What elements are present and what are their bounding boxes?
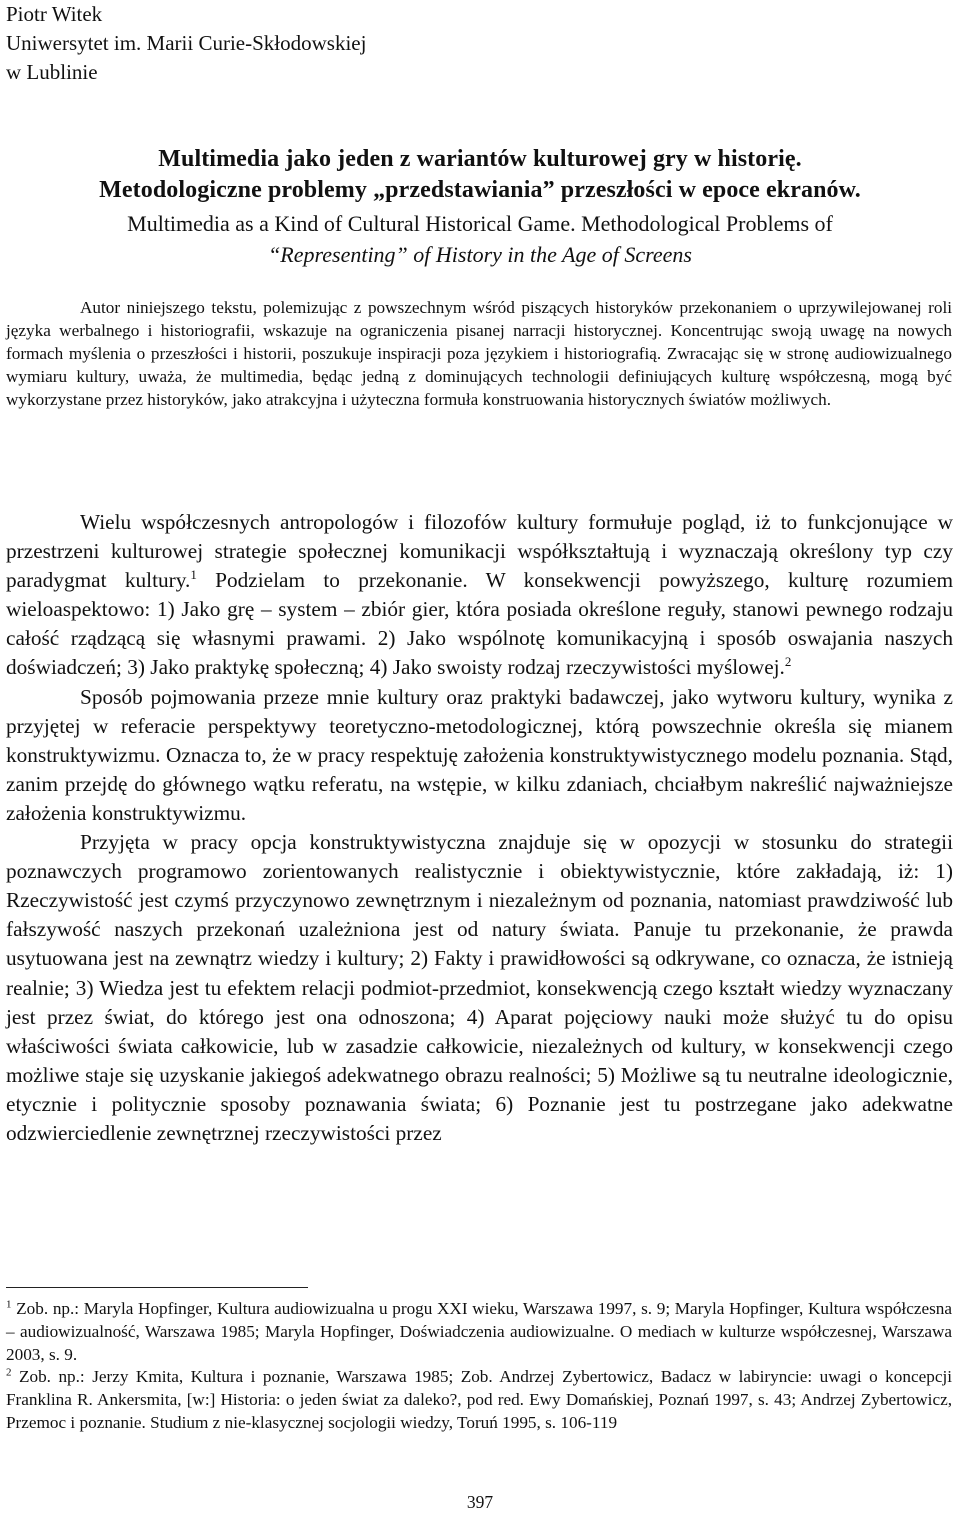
abstract: Autor niniejszego tekstu, polemizując z powszechnym wśród piszących historyków przekonaniem o uprzywilejowanej roli języka werbalnego i historiografii, wskazuje na ograniczenia pisanej narracji historycznej. Koncentrując swoją uwagę na nowych formach myślenia o przeszłości i historii, poszukuje inspiracji poza językiem i historiografią. Zwracając się w stronę audiowizualnego wymiaru kultury, uważa, że multimedia, będąc jedną z dominujących technologii definiujących kulturę współczesną, mogą być wykorzystane przez historyków, jako atrakcyjna i użyteczna formuła konstruowania historycznych światów możliwych. xyxy=(6,298,952,409)
author-block xyxy=(6,0,366,87)
footnote-1-number: 1 xyxy=(6,1298,12,1311)
title-block xyxy=(6,144,954,270)
body-text xyxy=(6,508,953,1148)
footnote-separator xyxy=(6,1287,308,1288)
title-polish-line1: Multimedia jako jeden z wariantów kulturowej gry w historię. xyxy=(158,146,802,172)
title-polish-line2: Metodologiczne problemy „przedstawiania” przeszłości w epoce ekranów. xyxy=(99,177,861,203)
page-number: 397 xyxy=(466,1492,494,1512)
body-paragraph-2: Sposób pojmowania przeze mnie kultury oraz praktyki badawczej, jako wytworu kultury, wynika z przyjętej w referacie perspektywy teoretyczno-metodologicznej, którą powszechnie określa się mianem konstruktywizmu. Oznacza to, że w pracy respektuję założenia konstruktywistycznego modelu poznania. Stąd, zanim przejdę do głównego wątku referatu, na wstępie, w kilku zdaniach, chciałbym nakreślić najważniejsze założenia konstruktywizmu. xyxy=(6,684,953,825)
footnote-2-text: Zob. np.: Jerzy Kmita, Kultura i poznanie, Warszawa 1985; Zob. Andrzej Zybertowicz, Badacz w labiryncie: uwagi o koncepcji Franklina R. Ankersmita, [w:] Historia: o jeden świat za daleko?, pod red. Ewy Domańskiej, Poznań 1997, s. 43; Andrzej Zybertowicz, Przemoc i poznanie. Studium z nie-klasycznej socjologii wiedzy, Toruń 1995, s. 106-119 xyxy=(6,1367,952,1432)
title-english-part1: Multimedia as a Kind of Cultural Historical Game. Methodological Problems of xyxy=(127,211,833,236)
title-english xyxy=(6,208,954,270)
footnote-ref-2[interactable]: 2 xyxy=(784,654,792,670)
body-paragraph-1-text-b: Podzielam to przekonanie. W konsekwencji powyższego, kulturę rozumiem wieloaspektowo: 1) Jako grę – system – zbiór gier, która posiada określone reguły, stanowi pewnego rodzaju całość rządzącą się własnymi prawami. 2) Jako wspólnotę komunikacyjną i sposób oswajania naszych doświadczeń; 3) Jako praktykę społeczną; 4) Jako swoisty rodzaj rzeczywistości myślowej. xyxy=(6,568,954,680)
author-affiliation-line1: Uniwersytet im. Marii Curie-Skłodowskiej xyxy=(6,31,367,55)
footnote-1 xyxy=(6,1298,952,1366)
footnote-2 xyxy=(6,1366,952,1434)
body-paragraph-1-text-a: Wielu współczesnych antropologów i filozofów kultury formułuje pogląd, iż to funkcjonujące w przestrzeni kulturowej strategie społecznej komunikacji współkształtują i wyznaczają określony typ czy paradygmat kultury. xyxy=(6,510,953,593)
body-paragraph-3: Przyjęta w pracy opcja konstruktywistyczna znajduje się w opozycji w stosunku do strategii poznawczych programowo zorientowanych realistycznie i obiektywistycznie, które zakładają, iż: 1) Rzeczywistość jest czymś przyczynowo zewnętrznym i niezależnym od poznania, natomiast prawdziwość lub fałszywość naszych przekonań uzależniona jest od natury świata. Panuje tu przekonanie, że prawda usytuowana jest na zewnątrz wiedzy i kultury; 2) Fakty i prawidłowości są odkrywane, co oznacza, że istnieją realnie; 3) Wiedza jest tu efektem relacji podmiot-przedmiot, konsekwencją czego kształt wiedzy wyznaczany jest przez świat, do którego jest ona odnoszona; 4) Aparat pojęciowy nauki może służyć tu do opisu właściwości świata całkowicie, lub w zasadzie całkowicie, niezależnych od kultury, w konsekwencji czego możliwe staje się uzyskanie jakiegoś adekwatnego obrazu realności; 5) Możliwe są tu neutralne ideologicznie, etycznie i politycznie sposoby poznawania świata; 6) Poznanie jest tu postrzegane jako adekwatne odzwierciedlenie zewnętrznej rzeczywistości przez xyxy=(6,830,953,1145)
author-name: Piotr Witek xyxy=(6,2,103,26)
body-paragraph-1 xyxy=(6,508,953,683)
footnote-2-number: 2 xyxy=(6,1366,12,1379)
footnote-ref-1[interactable]: 1 xyxy=(190,567,197,583)
author-affiliation-line2: w Lublinie xyxy=(6,60,98,84)
title-english-part2: “Representing” of History in the Age of Screens xyxy=(268,242,692,267)
footnote-1-text: Zob. np.: Maryla Hopfinger, Kultura audiowizualna u progu XXI wieku, Warszawa 1997, s. 9; Maryla Hopfinger, Kultura współczesna – audiowizualność, Warszawa 1985; Maryla Hopfinger, Doświadczenia audiowizualne. O mediach w kulturze współczesnej, Warszawa 2003, s. 9. xyxy=(6,1299,952,1364)
footnotes xyxy=(6,1298,952,1435)
